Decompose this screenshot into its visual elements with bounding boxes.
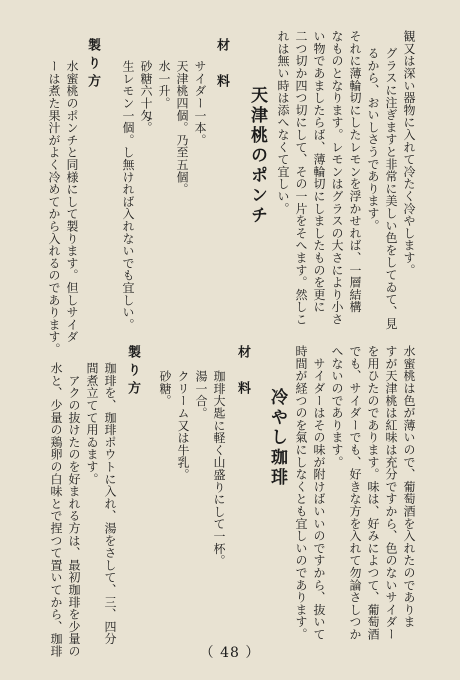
method-heading-bottom: 製り方 <box>125 345 140 399</box>
intro-line-bottom-2: すが天津桃は紅味は充分ですから、色のないサイダー <box>384 345 398 641</box>
intro-line-bottom-6: サイダーはその味が附けばいいのですから、抜いて <box>312 345 326 641</box>
material-item-top-5: 生レモン一個。し無ければ入れないでも宜しい。 <box>121 60 135 331</box>
method-heading-top: 製り方 <box>85 38 100 92</box>
materials-heading-bottom: 材 料 <box>235 345 250 399</box>
page-number: （ 48 ） <box>199 645 261 661</box>
intro-line-bottom-1: 水蜜桃は色が薄いので、葡萄酒を入れたのでありま <box>402 345 416 628</box>
intro-line-bottom-4: でも、サイダーでも、好きな方を入れて勿論さしつか <box>348 345 362 641</box>
method-line-bottom-4: 水と、少量の鶏卵の白味とで捏つて置いてから、珈琲 <box>49 362 63 658</box>
method-line-bottom-1: 珈琲を、珈琲ポウトに入れ、湯をさして、三、四分 <box>103 362 117 645</box>
intro-line-top-5: なものとなります。レモンはグラスの大さにより小さ <box>330 30 344 326</box>
intro-line-bottom-3: を用ひたのであります。味は、好みによつて、葡萄酒 <box>366 345 380 641</box>
intro-line-top-6: い物であましたらば、薄輪切にしましたものを更に <box>312 30 326 313</box>
recipe-title-iced-coffee: 冷やし珈琲 <box>267 388 287 488</box>
intro-line-top-4: それに薄輪切にしたレモンを浮かせれば、一層結構 <box>348 30 362 313</box>
material-item-top-1: サイダー一本。 <box>193 60 207 147</box>
method-line-bottom-3: アクの抜けたのを好まれる方は、最初珈琲を少量の <box>67 362 81 658</box>
method-line-top-2: ーは煮た果汁がよく冷めてから入れるのであります。 <box>47 60 61 356</box>
recipe-title-tenshin-momo-punch: 天津桃のポンチ <box>247 86 267 226</box>
material-item-bottom-3: クリーム又は牛乳。 <box>176 370 190 481</box>
intro-line-top-1: 観又は深い器物に入れて冷たく冷やします。 <box>402 30 416 276</box>
intro-line-bottom-5: へないのであります。 <box>330 345 344 468</box>
materials-heading-top: 材 料 <box>214 38 229 92</box>
method-line-top-1: 水蜜桃のポンチと同様にして製ります。但しサイダ <box>65 60 79 343</box>
intro-line-top-2: グラスに注ぎますと非常に美しい色をしてゐて、見 <box>384 47 398 330</box>
material-item-top-3: 水一升。 <box>157 60 171 110</box>
material-item-top-2: 天津桃四個。乃至五個。 <box>175 60 189 196</box>
material-item-bottom-4: 砂糖。 <box>158 370 172 407</box>
material-item-top-4: 砂糖六十匁。 <box>139 60 153 134</box>
method-line-bottom-2: 間煮立てて用ゐます。 <box>85 362 99 485</box>
intro-line-top-3: るから、おいしさうであります。 <box>366 47 380 232</box>
intro-line-top-7: 二つ切か四つ切にして、その一片をそへます。然しこ <box>294 30 308 326</box>
intro-line-bottom-7: 時間が経つのを氣にしなくとも宜しいのであります。 <box>294 345 308 641</box>
material-item-bottom-2: 湯一合。 <box>194 370 208 420</box>
intro-line-top-8: れは無い時は添へなくて宜しい。 <box>276 30 290 215</box>
material-item-bottom-1: 珈琲大匙に軽く山盛りにして一杯。 <box>212 370 226 567</box>
